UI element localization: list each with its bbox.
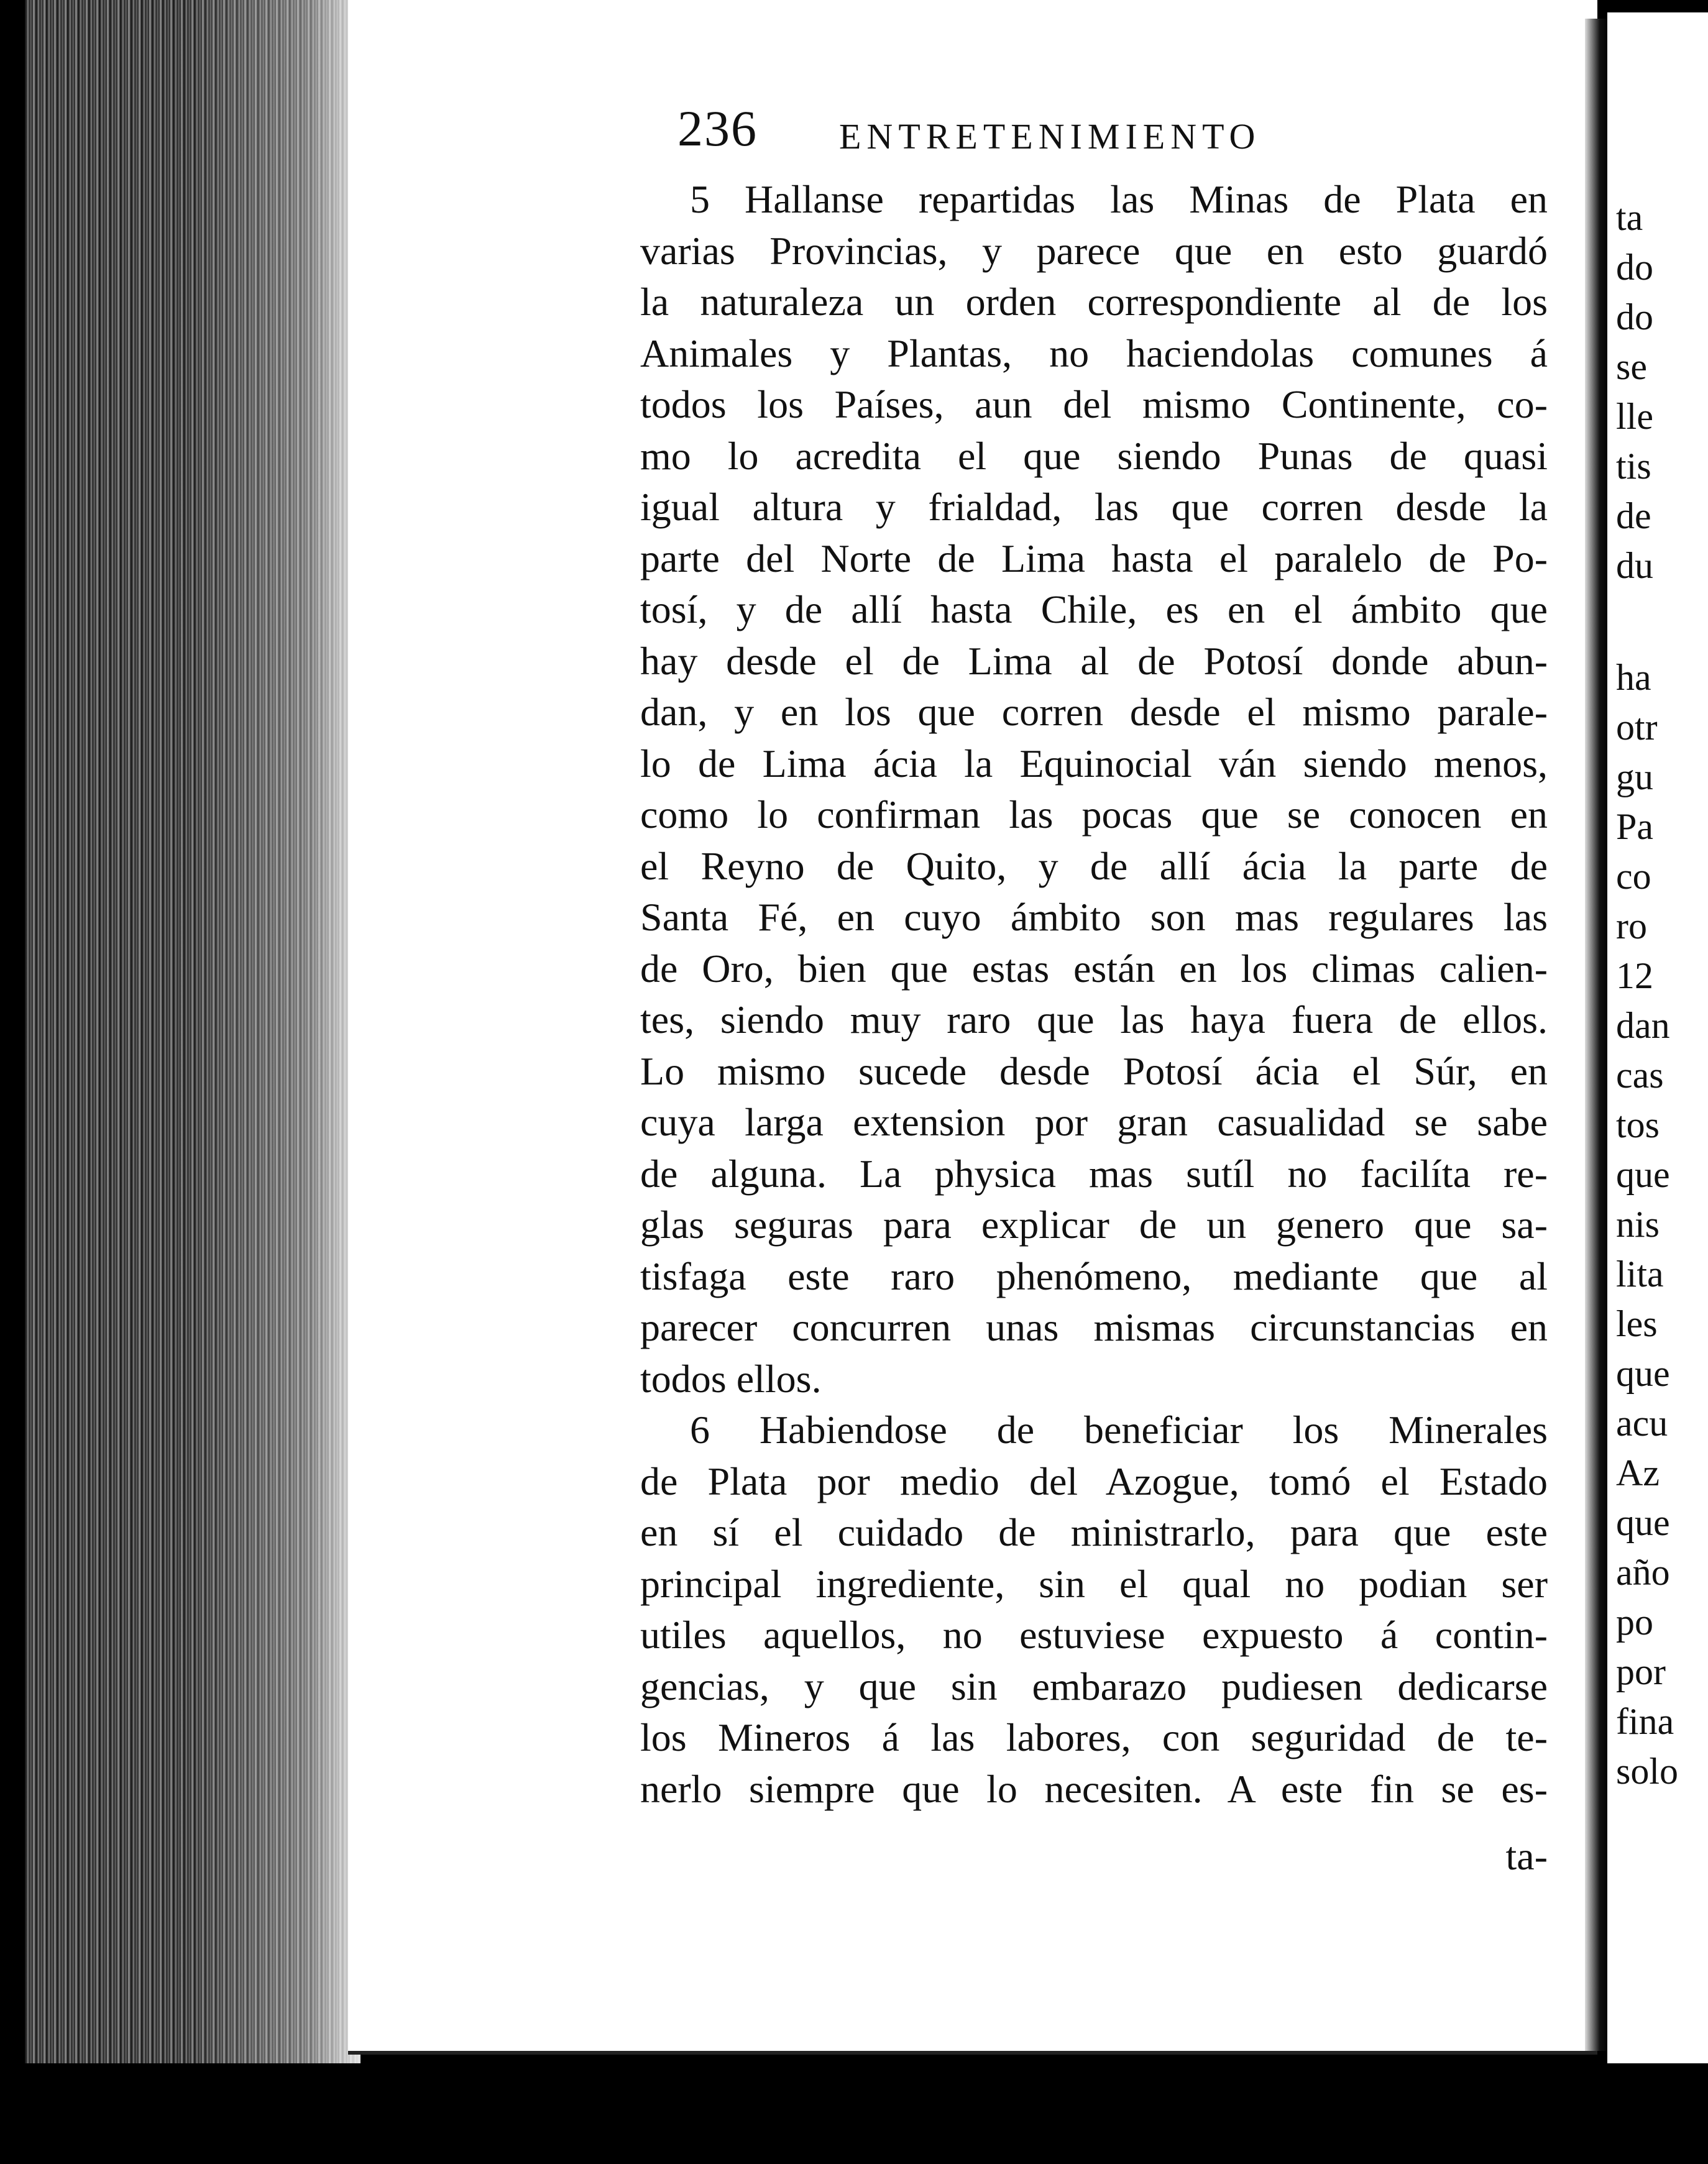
facing-page-fragment: fina — [1616, 1701, 1674, 1742]
text-line: de Plata por medio del Azogue, tomó el Estado — [640, 1459, 1548, 1503]
text-line: como lo confirman las pocas que se conocen en — [640, 792, 1548, 837]
text-line: todos los Países, aun del mismo Continente, co- — [640, 382, 1548, 426]
text-line: de alguna. La physica mas sutíl no facilíta re- — [640, 1152, 1548, 1196]
facing-page-fragment: Pa — [1616, 806, 1653, 847]
facing-page-fragment: do — [1616, 247, 1653, 288]
facing-page-fragment: gu — [1616, 756, 1653, 797]
facing-page-fragment: que — [1616, 1154, 1670, 1195]
text-line: los Mineros á las labores, con seguridad de te- — [640, 1715, 1548, 1759]
text-line: tes, siendo muy raro que las haya fuera de ellos. — [640, 997, 1548, 1042]
text-line: Lo mismo sucede desde Potosí ácia el Súr, en — [640, 1049, 1548, 1093]
text-line: gencias, y que sin embarazo pudiesen dedicarse — [640, 1664, 1548, 1708]
running-head — [640, 99, 1548, 168]
text-line: 5 Hallanse repartidas las Minas de Plata en — [690, 177, 1548, 221]
text-line: cuya larga extension por gran casualidad se sabe — [640, 1100, 1548, 1144]
text-line: dan, y en los que corren desde el mismo parale- — [640, 690, 1548, 734]
text-line: la naturaleza un orden correspondiente al de los — [640, 280, 1548, 324]
facing-page-fragment: do — [1616, 296, 1653, 337]
facing-page-fragment: año — [1616, 1552, 1670, 1593]
facing-page-fragment: que — [1616, 1502, 1670, 1543]
text-line: el Reyno de Quito, y de allí ácia la parte de — [640, 844, 1548, 888]
facing-page-fragment: ro — [1616, 905, 1647, 947]
text-line: igual altura y frialdad, las que corren desde la — [640, 485, 1548, 529]
text-line: utiles aquellos, no estuviese expuesto á contin- — [640, 1613, 1548, 1657]
text-line: varias Provincias, y parece que en esto guardó — [640, 229, 1548, 273]
facing-page-fragment: se — [1616, 346, 1647, 387]
text-line: Animales y Plantas, no haciendolas comunes á — [640, 331, 1548, 375]
facing-page-fragment: por — [1616, 1651, 1666, 1692]
text-line: tisfaga este raro phenómeno, mediante que al — [640, 1254, 1548, 1298]
facing-page-fragment: de — [1616, 495, 1651, 536]
text-line: parecer concurren unas mismas circunstancias en — [640, 1305, 1548, 1349]
text-line: lo de Lima ácia la Equinocial ván siendo menos, — [640, 741, 1548, 786]
facing-page-fragment: Az — [1616, 1452, 1660, 1493]
text-line: en sí el cuidado de ministrarlo, para que este — [640, 1510, 1548, 1554]
facing-page-fragment: acu — [1616, 1403, 1668, 1444]
facing-page-fragment: cas — [1616, 1055, 1664, 1096]
facing-page-fragment: ha — [1616, 657, 1651, 698]
facing-page-fragment: lle — [1616, 396, 1653, 437]
facing-page-fragment: que — [1616, 1353, 1670, 1394]
text-line: Santa Fé, en cuyo ámbito son mas regulares las — [640, 895, 1548, 939]
text-line: glas seguras para explicar de un genero que sa- — [640, 1203, 1548, 1247]
text-line: mo lo acredita el que siendo Punas de quasi — [640, 434, 1548, 478]
page-number: 236 — [677, 100, 758, 157]
facing-page-fragment: 12 — [1616, 955, 1653, 996]
facing-page-fragment: solo — [1616, 1751, 1679, 1792]
facing-page-fragment: tis — [1616, 446, 1651, 487]
facing-page-fragment: co — [1616, 856, 1651, 897]
running-head-title: ENTRETENIMIENTO — [839, 116, 1261, 157]
text-line: hay desde el de Lima al de Potosí donde abun- — [640, 639, 1548, 683]
page-edge-shading — [186, 0, 360, 2164]
catchword: ta- — [1505, 1834, 1548, 1878]
text-line: de Oro, bien que estas están en los climas calien- — [640, 947, 1548, 991]
facing-page-fragment: tos — [1616, 1104, 1660, 1145]
facing-page-fragment: dan — [1616, 1005, 1670, 1046]
facing-page-fragment: nis — [1616, 1204, 1660, 1245]
facing-page-fragment: po — [1616, 1602, 1653, 1643]
text-line: nerlo siempre que lo necesiten. A este fin se es- — [640, 1767, 1548, 1811]
facing-page-fragment: du — [1616, 545, 1653, 586]
book-gutter — [1585, 19, 1610, 2051]
text-line: todos ellos. — [640, 1357, 822, 1401]
text-line: principal ingrediente, sin el qual no podian ser — [640, 1562, 1548, 1606]
facing-page — [1607, 12, 1708, 2063]
facing-page-fragment: ta — [1616, 197, 1643, 238]
text-line: parte del Norte de Lima hasta el paralelo de Po- — [640, 536, 1548, 580]
text-line: tosí, y de allí hasta Chile, es en el ámbito que — [640, 587, 1548, 631]
facing-page-fragment: les — [1616, 1303, 1658, 1344]
facing-page-fragment: otr — [1616, 707, 1658, 748]
text-line: 6 Habiendose de beneficiar los Minerales — [690, 1408, 1548, 1452]
facing-page-fragment: lita — [1616, 1254, 1664, 1295]
scanner-border-bottom — [0, 2063, 1708, 2164]
